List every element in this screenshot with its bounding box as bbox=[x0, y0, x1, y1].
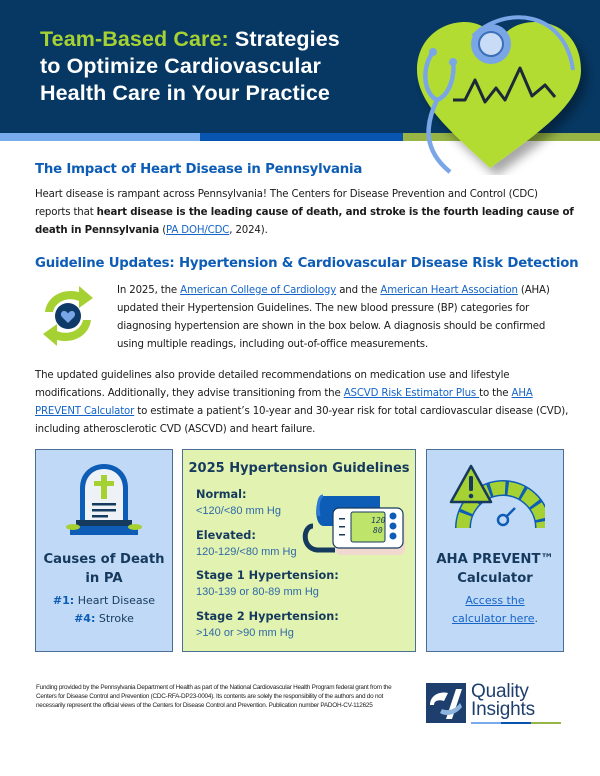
category-value-stage1: 130-139 or 80-89 mm Hg bbox=[196, 586, 319, 598]
category-value-stage2: >140 or >90 mm Hg bbox=[196, 627, 294, 639]
prevent-title-line2: Calculator bbox=[457, 571, 533, 586]
impact-text-intro: Heart disease is rampant across Pennsylvania! The Centers for Disease Prevention and Control (CDC) reports that bbox=[35, 189, 538, 218]
cause-label-1: Heart Disease bbox=[74, 594, 156, 607]
logo-rule-green bbox=[531, 722, 561, 724]
cause-item-2 bbox=[36, 610, 172, 628]
guidelines-paragraph-1 bbox=[117, 282, 567, 354]
category-label-normal: Normal: bbox=[196, 488, 247, 501]
prevent-title-line1: AHA PREVENT™ bbox=[436, 552, 554, 567]
link-suffix: . bbox=[534, 612, 538, 625]
access-calculator-link-2[interactable]: calculator here bbox=[451, 612, 535, 625]
aha-link[interactable]: American Heart Association bbox=[380, 285, 518, 296]
logo-line1: Quality bbox=[471, 681, 529, 702]
ascvd-estimator-link[interactable]: ASCVD Risk Estimator Plus bbox=[343, 388, 480, 399]
impact-text-bold: heart disease is the leading cause of death, and stroke is the fourth leading cause of death in Pennsylvania bbox=[35, 207, 574, 236]
aha-prevent-card bbox=[426, 449, 564, 652]
quality-insights-logo bbox=[426, 683, 566, 723]
cause-label-2: Stroke bbox=[95, 612, 134, 625]
guidelines-paragraph-2 bbox=[35, 367, 575, 439]
quality-insights-logo-mark-icon bbox=[426, 683, 466, 723]
color-bar-light-blue bbox=[0, 133, 200, 141]
blood-pressure-monitor-icon bbox=[295, 486, 410, 556]
heart-stethoscope-icon bbox=[395, 0, 600, 175]
funding-disclaimer: Funding provided by the Pennsylvania Department of Health as part of the National Cardiovascular Health Program federal grant from the Centers for Disease Control and Prevention (CDC-RFA-DP23-0004). Its contents are solely the responsibility of the authors and do not necessarily represent the official views of the Centers for Disease Control and Prevention. Publication number PADOH-CV-112625 bbox=[36, 684, 392, 709]
warning-gauge-icon bbox=[449, 462, 545, 534]
para1-text-c: (AHA) updated their Hypertension Guidelines. The new blood pressure (BP) categories for diagnosing hypertension are shown in the box below. A diagnosis should be confirmed using multiple readings, including out-of-office measurements. bbox=[117, 285, 550, 350]
para1-text-a: In 2025, the bbox=[117, 285, 181, 296]
category-value-normal: <120/<80 mm Hg bbox=[196, 505, 281, 517]
impact-paren: ( bbox=[159, 225, 167, 236]
prevent-link-line2 bbox=[427, 610, 563, 628]
cycle-heart-icon bbox=[33, 284, 103, 348]
causes-of-death-card bbox=[35, 449, 173, 652]
logo-line2: Insights bbox=[471, 699, 535, 720]
logo-rule-blue bbox=[501, 722, 531, 724]
acc-link[interactable]: American College of Cardiology bbox=[180, 285, 337, 296]
monitor-systolic: 120 bbox=[371, 516, 386, 525]
pa-doh-cdc-link[interactable]: PA DOH/CDC bbox=[166, 225, 230, 236]
monitor-diastolic: 80 bbox=[373, 526, 383, 535]
causes-title-line2: in PA bbox=[85, 571, 123, 586]
section-heading-impact: The Impact of Heart Disease in Pennsylvania bbox=[35, 162, 363, 177]
title-line1-rest: Strategies bbox=[228, 27, 340, 51]
category-value-elevated: 120-129/<80 mm Hg bbox=[196, 546, 297, 558]
para2-text-b: to the bbox=[479, 388, 512, 399]
logo-rule-light bbox=[471, 722, 501, 724]
gravestone-icon bbox=[64, 460, 144, 538]
impact-paragraph bbox=[35, 186, 575, 240]
para1-text-b: and the bbox=[336, 285, 381, 296]
logo-wordmark bbox=[471, 683, 535, 719]
cause-rank-2: #4: bbox=[74, 612, 96, 625]
category-label-stage1: Stage 1 Hypertension: bbox=[196, 569, 339, 582]
causes-title-line1: Causes of Death bbox=[43, 552, 165, 567]
category-label-elevated: Elevated: bbox=[196, 529, 256, 542]
access-calculator-link-1[interactable]: Access the bbox=[465, 594, 525, 607]
cause-item-1 bbox=[36, 592, 172, 610]
page-title bbox=[40, 26, 400, 107]
section-heading-guidelines: Guideline Updates: Hypertension & Cardiovascular Disease Risk Detection bbox=[35, 256, 579, 271]
cause-rank-1: #1: bbox=[52, 594, 75, 607]
category-label-stage2: Stage 2 Hypertension: bbox=[196, 610, 339, 623]
prevent-link-line1 bbox=[427, 592, 563, 610]
impact-text-end: , 2024). bbox=[229, 225, 268, 236]
color-bar-blue bbox=[200, 133, 403, 141]
title-accent: Team-Based Care: bbox=[40, 27, 229, 51]
guidelines-card-title: 2025 Hypertension Guidelines bbox=[188, 461, 410, 476]
title-line2: to Optimize Cardiovascular bbox=[40, 54, 321, 78]
aha-prevent-link[interactable]: AHA PREVENT Calculator bbox=[35, 388, 533, 417]
para2-text-c: to estimate a patient’s 10-year and 30-year risk for total cardiovascular disease (CVD), including atherosclerotic CVD (ASCVD) and heart failure. bbox=[35, 406, 569, 435]
hypertension-guidelines-card bbox=[182, 449, 416, 652]
para2-text-a: The updated guidelines also provide detailed recommendations on medication use and lifestyle modifications. Additionally, they advise transitioning from the bbox=[35, 370, 510, 399]
title-line3: Health Care in Your Practice bbox=[40, 81, 330, 105]
